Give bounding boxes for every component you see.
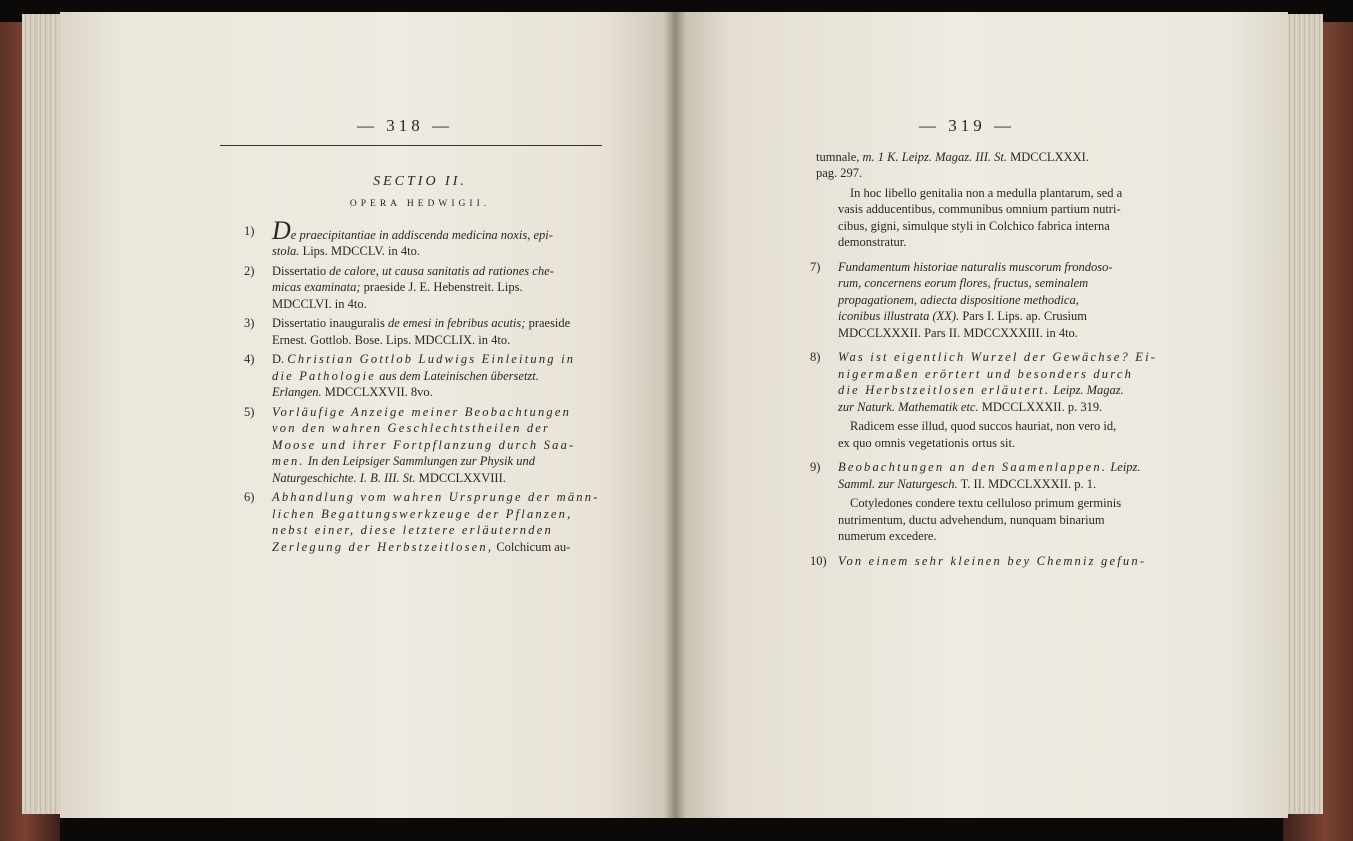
text-run: T. II. MDCCLXXXII. p. 1.: [957, 476, 1097, 491]
annotation-paragraph: [816, 418, 1118, 451]
entry-number: 5): [244, 404, 255, 419]
text-line: [272, 332, 590, 349]
text-run: MDCCLXXVII. 8vo.: [321, 385, 433, 399]
text-run: zur Naturk. Mathematik etc.: [838, 399, 979, 414]
text-line: [272, 522, 590, 539]
text-run: Dissertatio: [272, 263, 330, 278]
text-run: aus dem Lateinischen übersetzt.: [376, 368, 539, 383]
bibliography-entry: [810, 553, 1147, 570]
text-run: pag. 297.: [816, 166, 863, 180]
text-line: [272, 351, 590, 368]
text-line: [272, 453, 590, 470]
text-run: ex quo omnis vegetationis ortus sit.: [838, 435, 1016, 450]
text-line: [816, 149, 1118, 166]
text-run: micas examinata;: [272, 280, 361, 294]
text-run: In hoc libello genitalia non a medulla plantarum, sed a: [850, 185, 1123, 200]
text-line: [838, 553, 1147, 570]
text-line: [838, 495, 1122, 512]
text-run: men.: [272, 454, 305, 468]
text-run: MDCCLXXXII. Pars II. MDCCXXXIII. in 4to.: [838, 325, 1078, 340]
text-run: Ernest. Gottlob. Bose. Lips. MDCCLIX. in 4to.: [272, 332, 511, 347]
bibliography-list-left: [244, 215, 600, 556]
text-line: [838, 476, 1118, 493]
text-run: Dissertatio inauguralis: [272, 316, 388, 330]
text-run: nigermaßen erörtert und besonders durch: [838, 366, 1134, 381]
bibliography-entry: [244, 215, 590, 260]
text-run: stola.: [272, 244, 300, 258]
text-line: [816, 165, 1118, 182]
text-run: Lips. MDCCLV. in 4to.: [299, 244, 420, 258]
text-run: nutrimentum, ductu advehendum, nunquam binarium: [838, 512, 1105, 527]
text-run: Beobachtungen an den Saamenlappen.: [838, 460, 1108, 474]
bibliography-list-right: [810, 149, 1158, 570]
text-line: [272, 489, 600, 506]
text-run: Was ist eigentlich Wurzel der Gewächse? Ei-: [838, 350, 1158, 364]
text-line: [838, 459, 1141, 476]
text-run: Leipz.: [1107, 460, 1141, 474]
text-run: Fundamentum historiae naturalis muscorum frondoso-: [838, 259, 1113, 274]
text-run: die Pathologie: [272, 368, 377, 383]
text-run: Cotyledones condere textu celluloso primum germinis: [850, 496, 1122, 510]
text-run: MDCCLXXXII. p. 319.: [978, 399, 1103, 414]
text-run: Pars I. Lips. ap. Crusium: [959, 309, 1087, 323]
text-line: [272, 470, 590, 487]
text-run: de calore, ut causa sanitatis ad rationes che-: [329, 263, 554, 278]
page-number-right: — 319 —: [919, 116, 1015, 135]
text-line: [838, 349, 1158, 366]
text-run: tumnale,: [816, 149, 863, 164]
text-run: Radicem esse illud, quod succos hauriat, non vero id,: [850, 419, 1117, 433]
text-line: [838, 292, 1118, 309]
text-run: Zerlegung der Herbstzeitlosen,: [272, 539, 494, 554]
text-line: [272, 263, 590, 280]
text-line: [272, 315, 590, 332]
text-run: Naturgeschichte. I. B. III. St.: [272, 470, 416, 485]
text-line: [272, 215, 590, 245]
text-run: nebst einer, diese letztere erläuternden: [272, 523, 553, 537]
text-run: Abhandlung vom wahren Ursprunge der männ-: [272, 490, 600, 504]
text-run: praeside J. E. Hebenstreit. Lips.: [360, 280, 523, 294]
text-line: [838, 418, 1118, 435]
text-line: [838, 512, 1118, 529]
annotation-paragraph: [816, 495, 1122, 545]
text-run: Von einem sehr kleinen bey Chemniz gefun-: [838, 553, 1147, 568]
bibliography-entry: [244, 315, 590, 348]
bibliography-entry: [810, 459, 1141, 492]
header-rule: [220, 145, 602, 146]
entry-number: 6): [244, 490, 255, 504]
text-run: cibus, gigni, simulque styli in Colchico fabrica interna: [838, 218, 1110, 233]
text-run: numerum excedere.: [838, 529, 937, 543]
text-run: iconibus illustrata (XX).: [838, 309, 960, 323]
text-line: [272, 368, 590, 385]
book-gutter: [664, 12, 686, 818]
text-run: m. 1 K. Leipz. Magaz. III. St.: [862, 149, 1007, 164]
bibliography-entry: [244, 404, 590, 487]
bibliography-entry: [810, 259, 1118, 342]
text-run: MDCCLVI. in 4to.: [272, 296, 367, 311]
text-run: von den wahren Geschlechtstheilen der: [272, 421, 551, 435]
text-line: [838, 234, 1118, 251]
text-line: [838, 275, 1118, 292]
text-run: Samml. zur Naturgesch.: [838, 476, 958, 491]
text-run: Vorläufige Anzeige meiner Beobachtungen: [272, 404, 572, 419]
text-run: rum, concernens eorum flores, fructus, seminalem: [838, 276, 1089, 290]
text-run: praeside: [525, 316, 571, 330]
text-run: MDCCLXXVIII.: [415, 470, 506, 485]
bibliography-entry: [810, 349, 1158, 415]
text-run: Leipz. Magaz.: [1050, 383, 1124, 397]
section-title: SECTIO II.: [373, 173, 467, 189]
text-run: Colchicum au-: [493, 539, 571, 554]
text-run: e praecipitantiae in addiscenda medicina noxis, epi-: [290, 227, 553, 242]
text-run: propagationem, adiecta dispositione methodica,: [838, 292, 1079, 307]
entry-number: 4): [244, 352, 255, 366]
text-line: [272, 539, 590, 556]
text-line: [838, 259, 1118, 276]
annotation-paragraph: [816, 185, 1123, 251]
entry-number: 2): [244, 263, 255, 278]
entry-number: 9): [810, 460, 821, 474]
text-run: Christian Gottlob Ludwigs Einleitung in: [287, 352, 576, 366]
text-run: MDCCLXXXI.: [1006, 149, 1089, 164]
page-number-left: — 318 —: [357, 116, 453, 135]
bibliography-entry: [244, 489, 600, 555]
text-line: [838, 528, 1118, 545]
section-subtitle: OPERA HEDWIGII.: [349, 199, 491, 209]
entry-number: 7): [810, 259, 821, 274]
text-line: [272, 296, 590, 313]
text-line: [838, 382, 1124, 399]
text-line: [838, 308, 1118, 325]
text-line: [272, 384, 590, 401]
entry-number: 10): [810, 553, 827, 568]
text-line: [838, 366, 1134, 383]
text-run: Moose und ihrer Fortpflanzung durch Saa-: [272, 437, 576, 452]
bibliography-entry: [244, 263, 590, 313]
text-line: [838, 218, 1118, 235]
text-run: de emesi in febribus acutis;: [387, 316, 526, 330]
text-run: In den Leipsiger Sammlungen zur Physik und: [304, 454, 535, 468]
text-line: [272, 404, 590, 421]
entry-number: 8): [810, 350, 821, 364]
entry-number: 3): [244, 316, 255, 330]
text-run: Erlangen.: [272, 385, 322, 399]
right-page-content: [810, 116, 1158, 572]
text-run: lichen Begattungswerkzeuge der Pflanzen,: [272, 506, 573, 521]
text-line: [272, 437, 590, 454]
text-line: [272, 420, 590, 437]
text-run: die Herbstzeitlosen erläutert.: [838, 383, 1051, 397]
text-run: D.: [272, 352, 288, 366]
text-line: [838, 399, 1118, 416]
text-line: [838, 185, 1123, 202]
continued-entry: [816, 149, 1118, 182]
left-page-content: [244, 116, 600, 558]
text-line: [838, 435, 1118, 452]
text-line: [272, 279, 590, 296]
text-line: [272, 243, 590, 260]
text-run: vasis adducentibus, communibus omnium partium nutri-: [838, 202, 1121, 216]
bibliography-entry: [244, 351, 590, 401]
text-line: [272, 506, 590, 523]
text-line: [838, 325, 1118, 342]
text-run: D: [272, 215, 291, 245]
text-run: demonstratur.: [838, 235, 907, 249]
entry-number: 1): [244, 223, 255, 238]
text-line: [838, 201, 1121, 218]
